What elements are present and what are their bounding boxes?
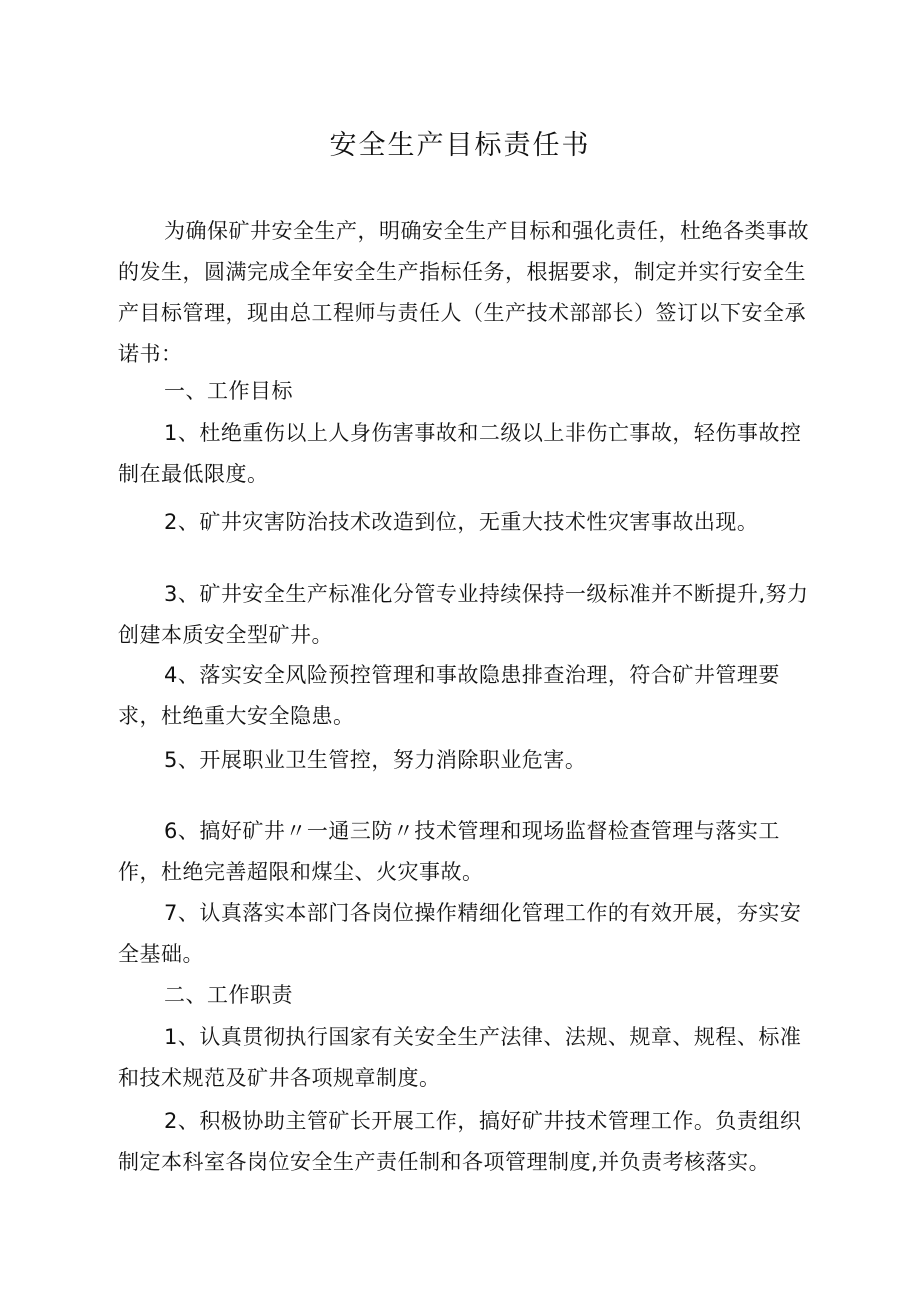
intro-paragraph: 为确保矿井安全生产，明确安全生产目标和强化责任，杜绝各类事故的发生，圆满完成全年安全生产指标任务，根据要求，制定并实行安全生产目标管理，现由总工程师与责任人（生产技术部部长）签订以下安全承诺书： (118, 219, 809, 366)
goal-item-5: 5、开展职业卫生管控，努力消除职业危害。 (164, 748, 587, 772)
goal-item-6: 6、搞好矿井〃一通三防〃技术管理和现场监督检查管理与落实工作，杜绝完善超限和煤尘、火灾事故。 (118, 819, 780, 884)
goal-item-3: 3、矿井安全生产标准化分管专业持续保持一级标准并不断提升,努力创建本质安全型矿井。 (118, 582, 809, 647)
duty-item-2: 2、积极协助主管矿长开展工作，搞好矿井技术管理工作。负责组织制定本科室各岗位安全生产责任制和各项管理制度,并负责考核落实。 (118, 1109, 802, 1174)
goal-item-4: 4、落实安全风险预控管理和事故隐患排查治理，符合矿井管理要求，杜绝重大安全隐患。 (118, 663, 780, 728)
section-heading-duties: 二、工作职责 (164, 983, 293, 1007)
goal-item-7: 7、认真落实本部门各岗位操作精细化管理工作的有效开展，夯实安全基础。 (118, 901, 802, 966)
duty-item-1: 1、认真贯彻执行国家有关安全生产法律、法规、规章、规程、标准和技术规范及矿井各项规章制度。 (118, 1025, 802, 1090)
document-title: 安全生产目标责任书 (329, 130, 591, 161)
goal-item-1: 1、杜绝重伤以上人身伤害事故和二级以上非伤亡事故，轻伤事故控制在最低限度。 (118, 421, 802, 486)
goal-item-2: 2、矿井灾害防治技术改造到位，无重大技术性灾害事故出现。 (164, 510, 759, 534)
section-heading-goals: 一、工作目标 (164, 379, 293, 403)
